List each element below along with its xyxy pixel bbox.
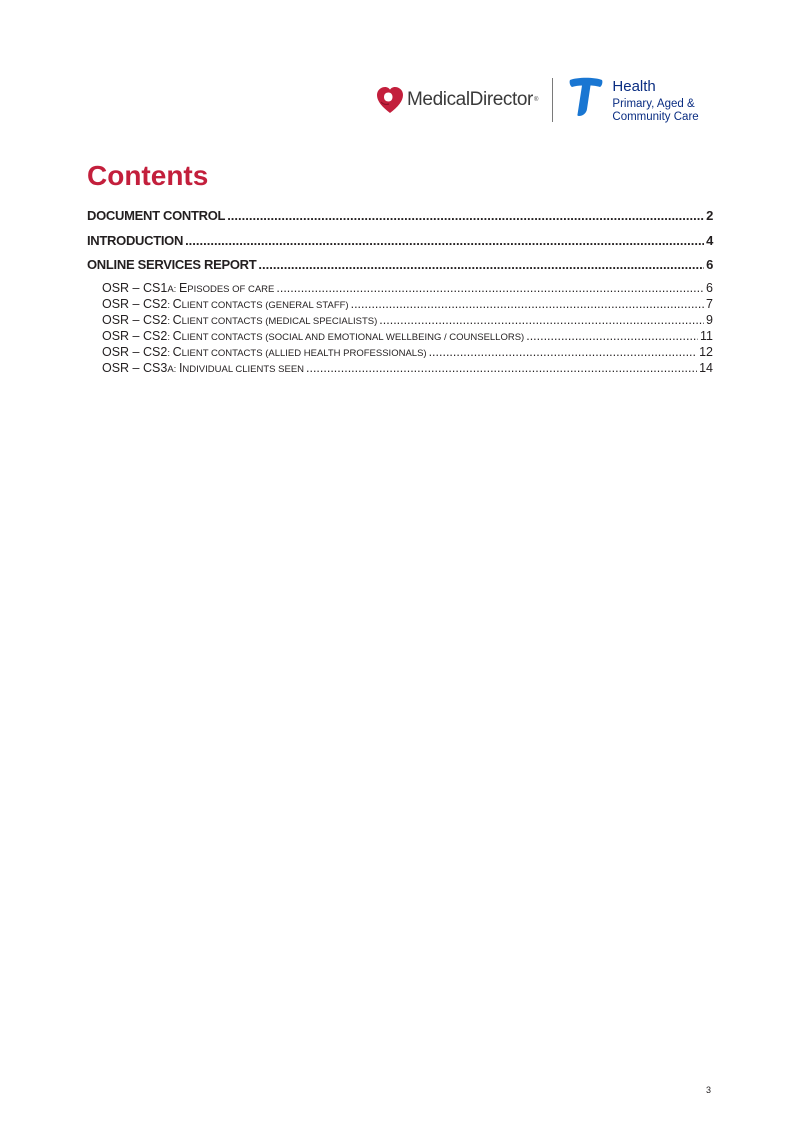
medicaldirector-logo: [376, 85, 538, 115]
telstra-subtitle-line1: Primary, Aged &: [612, 98, 695, 110]
dot-leader: [276, 281, 704, 295]
toc-entry-page: 14: [699, 361, 713, 375]
toc-title-rest: LIENT CONTACTS (GENERAL STAFF): [181, 300, 349, 311]
dot-leader: [306, 361, 697, 375]
toc-initial: I: [178, 361, 183, 375]
header-logos: [376, 76, 699, 124]
toc-separator: :: [167, 332, 173, 343]
dot-leader: [379, 313, 704, 327]
telstra-health-logo: [567, 76, 698, 124]
toc-code: OSR – CS2: [102, 313, 168, 327]
page-number: 3: [706, 1085, 712, 1095]
toc-entry-introduction[interactable]: [87, 233, 713, 248]
toc-code-suffix: A: [167, 364, 174, 375]
toc-subentry-cs2-medical-specialists[interactable]: [87, 313, 713, 327]
toc-entry-page: 11: [700, 329, 713, 343]
dot-leader: [227, 208, 704, 223]
toc-code: OSR – CS3: [102, 361, 168, 375]
toc-entry-label: ONLINE SERVICES REPORT: [87, 257, 257, 272]
toc-title-rest: LIENT CONTACTS (SOCIAL AND EMOTIONAL WELLBEING / COUNSELLORS): [181, 332, 525, 343]
toc-code: OSR – CS1: [102, 281, 168, 295]
toc-entry-document-control[interactable]: [87, 208, 713, 223]
toc-separator: :: [167, 300, 173, 311]
toc-entry-page: 7: [706, 297, 713, 311]
toc-separator: :: [173, 364, 179, 375]
toc-subentry-label: [102, 329, 524, 343]
toc-title-rest: LIENT CONTACTS (MEDICAL SPECIALISTS): [181, 316, 378, 327]
toc-subentry-label: [102, 361, 304, 375]
toc-initial: C: [172, 313, 182, 327]
toc-subentry-cs2-general-staff[interactable]: [87, 297, 713, 311]
telstra-subtitle-line2: Community Care: [612, 111, 699, 123]
toc-code: OSR – CS2: [102, 297, 168, 311]
dot-leader: [429, 345, 698, 359]
toc-code: OSR – CS2: [102, 329, 168, 343]
toc-separator: :: [167, 316, 173, 327]
toc-initial: E: [178, 281, 188, 295]
dot-leader: [185, 233, 704, 248]
toc-title-rest: PISODES OF CARE: [187, 284, 275, 295]
medicaldirector-logo-icon: [376, 85, 404, 115]
dot-leader: [526, 329, 698, 343]
toc-separator: :: [167, 348, 173, 359]
toc-entry-label: DOCUMENT CONTROL: [87, 208, 226, 223]
toc-subentry-label: [102, 297, 349, 311]
toc-initial: C: [172, 297, 182, 311]
toc-subentry-cs3a[interactable]: [87, 361, 713, 375]
toc-entry-page: 6: [706, 281, 713, 295]
toc-code: OSR – CS2: [102, 345, 168, 359]
toc-entry-page: 4: [706, 233, 713, 248]
page-title: Contents: [87, 160, 209, 191]
toc-subentry-label: [102, 313, 377, 327]
toc-entry-page: 12: [699, 345, 713, 359]
dot-leader: [351, 297, 704, 311]
dot-leader: [258, 257, 704, 272]
toc-entry-page: 2: [706, 208, 713, 223]
toc-subentry-cs2-allied-health[interactable]: [87, 345, 713, 359]
toc-subentry-cs2-social-emotional[interactable]: [87, 329, 713, 343]
toc-subentry-cs1a[interactable]: [87, 281, 713, 295]
toc-entry-page: 9: [706, 313, 713, 327]
logo-divider: [552, 78, 553, 122]
toc-title-rest: NDIVIDUAL CLIENTS SEEN: [182, 364, 305, 375]
medicaldirector-wordmark: MedicalDirector: [407, 89, 533, 110]
telstra-health-title: Health: [612, 78, 656, 95]
toc-entry-page: 6: [706, 257, 713, 272]
toc-subentry-label: [102, 345, 427, 359]
toc-title-rest: LIENT CONTACTS (ALLIED HEALTH PROFESSIONALS): [181, 348, 427, 359]
toc-entry-label: INTRODUCTION: [87, 233, 184, 248]
toc-separator: :: [173, 284, 179, 295]
toc-initial: C: [172, 329, 182, 343]
toc-subentry-label: [102, 281, 274, 295]
toc-entry-online-services-report[interactable]: [87, 257, 713, 272]
toc-initial: C: [172, 345, 182, 359]
telstra-t-icon: [567, 76, 605, 118]
toc-code-suffix: A: [167, 284, 174, 295]
trademark-symbol: ®: [533, 97, 539, 103]
